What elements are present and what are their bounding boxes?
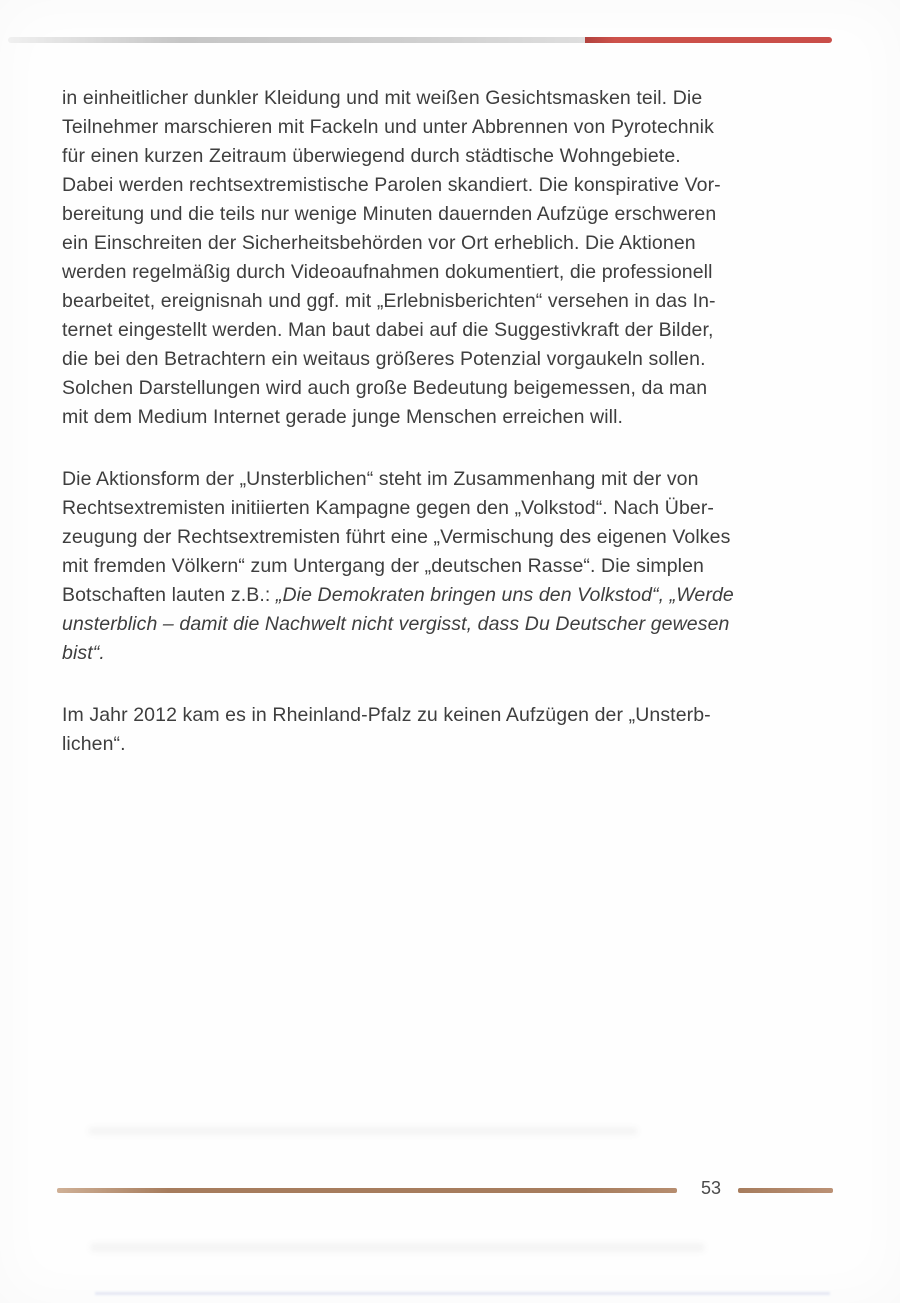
- text-line: [62, 610, 842, 639]
- footer-rule-left: [57, 1188, 677, 1193]
- text-line: [62, 258, 842, 287]
- text-line: [62, 316, 842, 345]
- text-line: [62, 84, 842, 113]
- text-run: zeugung der Rechtsextremisten führt eine „Vermischung des eigenen Volkes: [62, 526, 731, 548]
- text-line: [62, 171, 842, 200]
- top-rule-red-segment: [585, 37, 832, 43]
- text-line: [62, 639, 842, 668]
- text-line: [62, 200, 842, 229]
- text-line: [62, 287, 842, 316]
- text-line: [62, 229, 842, 258]
- text-run-italic: unsterblich – damit die Nachwelt nicht vergisst, dass Du Deutscher gewesen: [62, 613, 730, 635]
- text-run: Solchen Darstellungen wird auch große Bedeutung beigemessen, da man: [62, 377, 708, 399]
- text-line: [62, 113, 842, 142]
- text-run: mit dem Medium Internet gerade junge Menschen erreichen will.: [62, 406, 624, 428]
- scan-artifact-line: [95, 1292, 830, 1295]
- text-run: bearbeitet, ereignisnah und ggf. mit „Erlebnisberichten“ versehen in das In-: [62, 290, 716, 312]
- text-run: ein Einschreiten der Sicherheitsbehörden vor Ort erheblich. Die Aktionen: [62, 232, 696, 254]
- text-run: mit fremden Völkern“ zum Untergang der „deutschen Rasse“. Die simplen: [62, 555, 705, 577]
- text-run: bereitung und die teils nur wenige Minuten dauernden Aufzüge erschweren: [62, 203, 717, 225]
- scan-artifact: [88, 1127, 638, 1135]
- text-block: [62, 84, 842, 792]
- text-run: in einheitlicher dunkler Kleidung und mit weißen Gesichtsmasken teil. Die: [62, 87, 703, 109]
- text-line: [62, 494, 842, 523]
- scan-artifact: [90, 1243, 705, 1252]
- text-run-italic: „Die Demokraten bringen uns den Volkstod“, „Werde: [275, 584, 734, 606]
- text-run: die bei den Betrachtern ein weitaus größeres Potenzial vorgaukeln sollen.: [62, 348, 706, 370]
- text-line: [62, 403, 842, 432]
- text-run: Im Jahr 2012 kam es in Rheinland-Pfalz zu keinen Aufzügen der „Unsterb-: [62, 704, 711, 726]
- text-run: lichen“.: [62, 733, 126, 755]
- paragraph: [62, 465, 842, 668]
- text-line: [62, 730, 842, 759]
- paragraph: [62, 84, 842, 432]
- page-number: 53: [701, 1178, 722, 1198]
- text-line: [62, 523, 842, 552]
- text-run: Botschaften lauten z.B.:: [62, 584, 276, 606]
- text-line: [62, 552, 842, 581]
- paragraph: [62, 701, 842, 759]
- text-run: für einen kurzen Zeitraum überwiegend durch städtische Wohngebiete.: [62, 145, 681, 167]
- text-line: [62, 581, 842, 610]
- text-run-italic: bist“.: [62, 642, 105, 664]
- text-line: [62, 142, 842, 171]
- footer-rule-right: [738, 1188, 833, 1193]
- text-run: werden regelmäßig durch Videoaufnahmen dokumentiert, die professionell: [62, 261, 713, 283]
- top-rule-gray-segment: [8, 37, 585, 43]
- top-rule: [8, 37, 832, 43]
- text-line: [62, 701, 842, 730]
- text-run: Dabei werden rechtsextremistische Parolen skandiert. Die konspirative Vor-: [62, 174, 721, 196]
- text-run: Teilnehmer marschieren mit Fackeln und unter Abbrennen von Pyrotechnik: [62, 116, 714, 138]
- text-line: [62, 345, 842, 374]
- text-line: [62, 374, 842, 403]
- text-run: Rechtsextremisten initiierten Kampagne gegen den „Volkstod“. Nach Über-: [62, 497, 715, 519]
- text-run: Die Aktionsform der „Unsterblichen“ steht im Zusammenhang mit der von: [62, 468, 699, 490]
- text-line: [62, 465, 842, 494]
- text-run: ternet eingestellt werden. Man baut dabei auf die Suggestivkraft der Bilder,: [62, 319, 714, 341]
